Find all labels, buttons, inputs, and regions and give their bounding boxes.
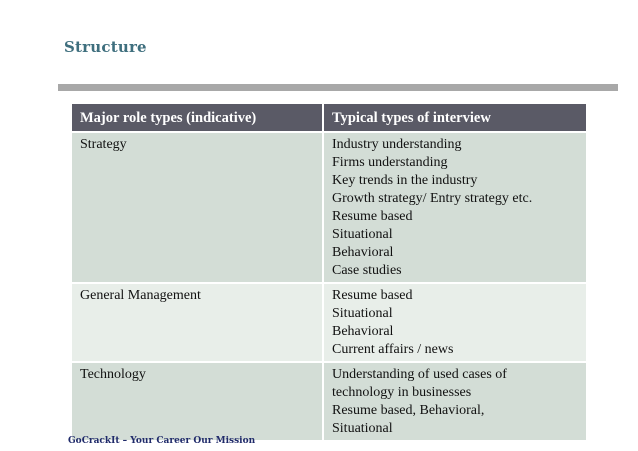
header-interview-types: Typical types of interview (323, 104, 586, 132)
table-header-row (72, 104, 586, 132)
role-cell: Strategy (72, 132, 323, 283)
interview-type-item: Current affairs / news (332, 342, 454, 357)
interview-type-item: Situational (332, 227, 393, 242)
interview-type-item: Situational (332, 306, 393, 321)
interview-type-item: Behavioral (332, 324, 394, 339)
interview-type-item: Resume based (332, 209, 413, 224)
interview-type-item: Key trends in the industry (332, 173, 478, 188)
interview-type-item: Understanding of used cases of (332, 367, 507, 382)
interview-type-item: Situational (332, 421, 393, 436)
interview-structure-table (72, 104, 586, 440)
interview-type-item: Firms understanding (332, 155, 448, 170)
interview-type-item: Growth strategy/ Entry strategy etc. (332, 191, 533, 206)
interview-type-item: Resume based, Behavioral, (332, 403, 485, 418)
interview-type-item: Case studies (332, 263, 402, 278)
table-row-technology (72, 362, 586, 440)
interview-structure-table-container (72, 104, 586, 440)
interview-types-cell (323, 362, 586, 440)
table-row-general-management (72, 283, 586, 362)
interview-types-cell (323, 132, 586, 283)
interview-types-cell (323, 283, 586, 362)
interview-type-item: Behavioral (332, 245, 394, 260)
role-cell: General Management (72, 283, 323, 362)
interview-type-item: Industry understanding (332, 137, 462, 152)
title-divider (58, 84, 618, 91)
slide-title: Structure (64, 38, 147, 56)
interview-type-item: technology in businesses (332, 385, 472, 400)
header-role-types: Major role types (indicative) (72, 104, 323, 132)
role-cell: Technology (72, 362, 323, 440)
slide-footer: GoCrackIt – Your Career Our Mission (68, 436, 256, 446)
table-row-strategy (72, 132, 586, 283)
interview-type-item: Resume based (332, 288, 413, 303)
